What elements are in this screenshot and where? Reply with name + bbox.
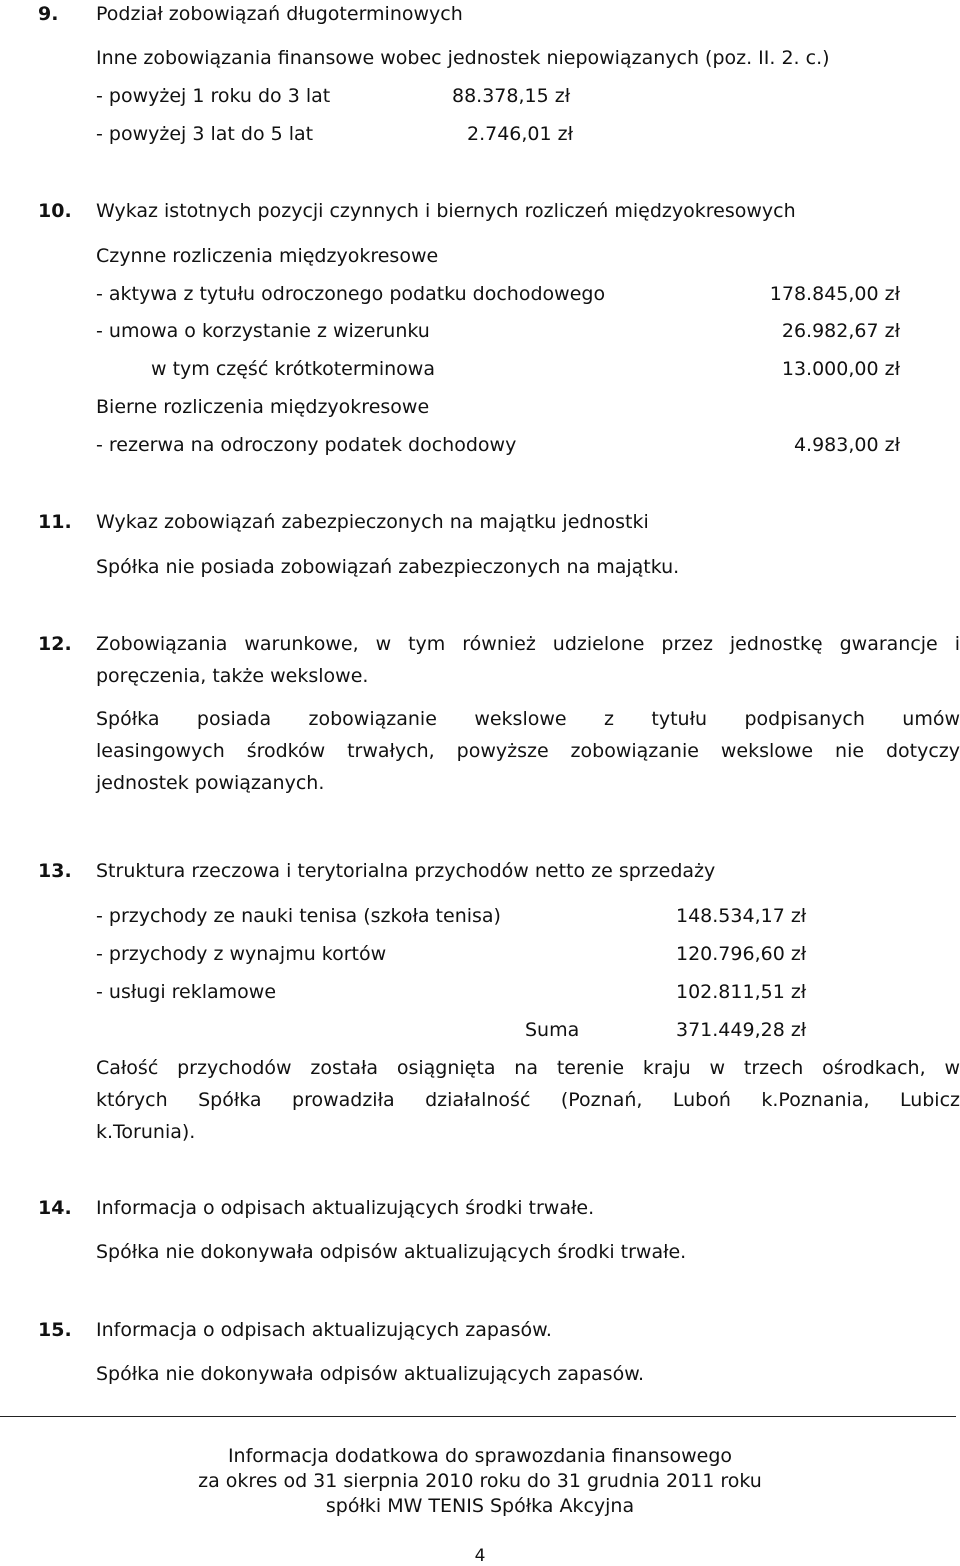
section-12-paragraph-line: leasingowych środków trwałych, powyższe zobowiązanie wekslowe nie dotyczy — [96, 740, 960, 762]
section-12-number: 12. — [38, 633, 72, 655]
s13-row-label: - przychody z wynajmu kortów — [96, 943, 387, 965]
section-11-number: 11. — [38, 511, 72, 533]
s9-row-label: - powyżej 3 lat do 5 lat — [96, 123, 314, 145]
section-15-text: Spółka nie dokonywała odpisów aktualizujących zapasów. — [96, 1363, 645, 1385]
s10-row-value: 13.000,00 zł — [781, 358, 900, 380]
section-11-text: Spółka nie posiada zobowiązań zabezpieczonych na majątku. — [96, 556, 680, 578]
s10-row-label: w tym część krótkoterminowa — [151, 358, 435, 380]
section-11-title: Wykaz zobowiązań zabezpieczonych na majątku jednostki — [96, 511, 649, 533]
section-12-paragraph-line: Spółka posiada zobowiązanie wekslowe z tytułu podpisanych umów — [96, 708, 960, 730]
section-13-number: 13. — [38, 860, 72, 882]
s10-row-value: 26.982,67 zł — [781, 320, 900, 342]
section-15-title: Informacja o odpisach aktualizujących zapasów. — [96, 1319, 552, 1341]
footer-line: za okres od 31 sierpnia 2010 roku do 31 grudnia 2011 roku — [198, 1470, 762, 1492]
s9-row-value: 2.746,01 zł — [467, 123, 574, 145]
s13-row-value: 120.796,60 zł — [676, 943, 807, 965]
page-number: 4 — [474, 1546, 486, 1566]
s13-row-label: - przychody ze nauki tenisa (szkoła tenisa) — [96, 905, 501, 927]
footer-line: spółki MW TENIS Spółka Akcyjna — [325, 1495, 635, 1517]
s10-row-value: 178.845,00 zł — [769, 283, 900, 305]
section-14-number: 14. — [38, 1197, 72, 1219]
s13-sum-label: Suma — [525, 1019, 580, 1041]
s10-row-label: - umowa o korzystanie z wizerunku — [96, 320, 430, 342]
s13-row-value: 102.811,51 zł — [676, 981, 807, 1003]
section-15-number: 15. — [38, 1319, 72, 1341]
section-12-paragraph-line: jednostek powiązanych. — [96, 772, 325, 794]
section-10-title: Wykaz istotnych pozycji czynnych i biernych rozliczeń międzyokresowych — [96, 200, 796, 222]
s10-row-value: 4.983,00 zł — [793, 434, 900, 456]
section-12-title-line: Zobowiązania warunkowe, w tym również udzielone przez jednostkę gwarancje i — [96, 633, 960, 655]
section-10-number: 10. — [38, 200, 72, 222]
section-9-title: Podział zobowiązań długoterminowych — [96, 3, 463, 25]
passive-accruals-header: Bierne rozliczenia międzyokresowe — [96, 396, 430, 418]
section-9-subtitle: Inne zobowiązania finansowe wobec jednostek niepowiązanych (poz. II. 2. c.) — [96, 47, 830, 69]
section-14-text: Spółka nie dokonywała odpisów aktualizujących środki trwałe. — [96, 1241, 687, 1263]
s9-row-label: - powyżej 1 roku do 3 lat — [96, 85, 331, 107]
s10-row-label: - aktywa z tytułu odroczonego podatku dochodowego — [96, 283, 606, 305]
s9-row-value: 88.378,15 zł — [452, 85, 571, 107]
section-13-title: Struktura rzeczowa i terytorialna przychodów netto ze sprzedaży — [96, 860, 716, 882]
section-13-paragraph-line: k.Torunia). — [96, 1121, 196, 1143]
s13-row-value: 148.534,17 zł — [676, 905, 807, 927]
section-9-number: 9. — [38, 3, 59, 25]
footer-divider — [0, 1416, 956, 1417]
s10-row-label: - rezerwa na odroczony podatek dochodowy — [96, 434, 517, 456]
s13-row-label: - usługi reklamowe — [96, 981, 277, 1003]
footer-line: Informacja dodatkowa do sprawozdania finansowego — [227, 1445, 733, 1467]
s13-sum-value: 371.449,28 zł — [676, 1019, 807, 1041]
section-12-title-line: poręczenia, także wekslowe. — [96, 665, 369, 687]
section-13-paragraph-line: Całość przychodów została osiągnięta na terenie kraju w trzech ośrodkach, w — [96, 1057, 960, 1079]
active-accruals-header: Czynne rozliczenia międzyokresowe — [96, 245, 439, 267]
section-14-title: Informacja o odpisach aktualizujących środki trwałe. — [96, 1197, 595, 1219]
section-13-paragraph-line: których Spółka prowadziła działalność (Poznań, Luboń k.Poznania, Lubicz — [96, 1089, 960, 1111]
